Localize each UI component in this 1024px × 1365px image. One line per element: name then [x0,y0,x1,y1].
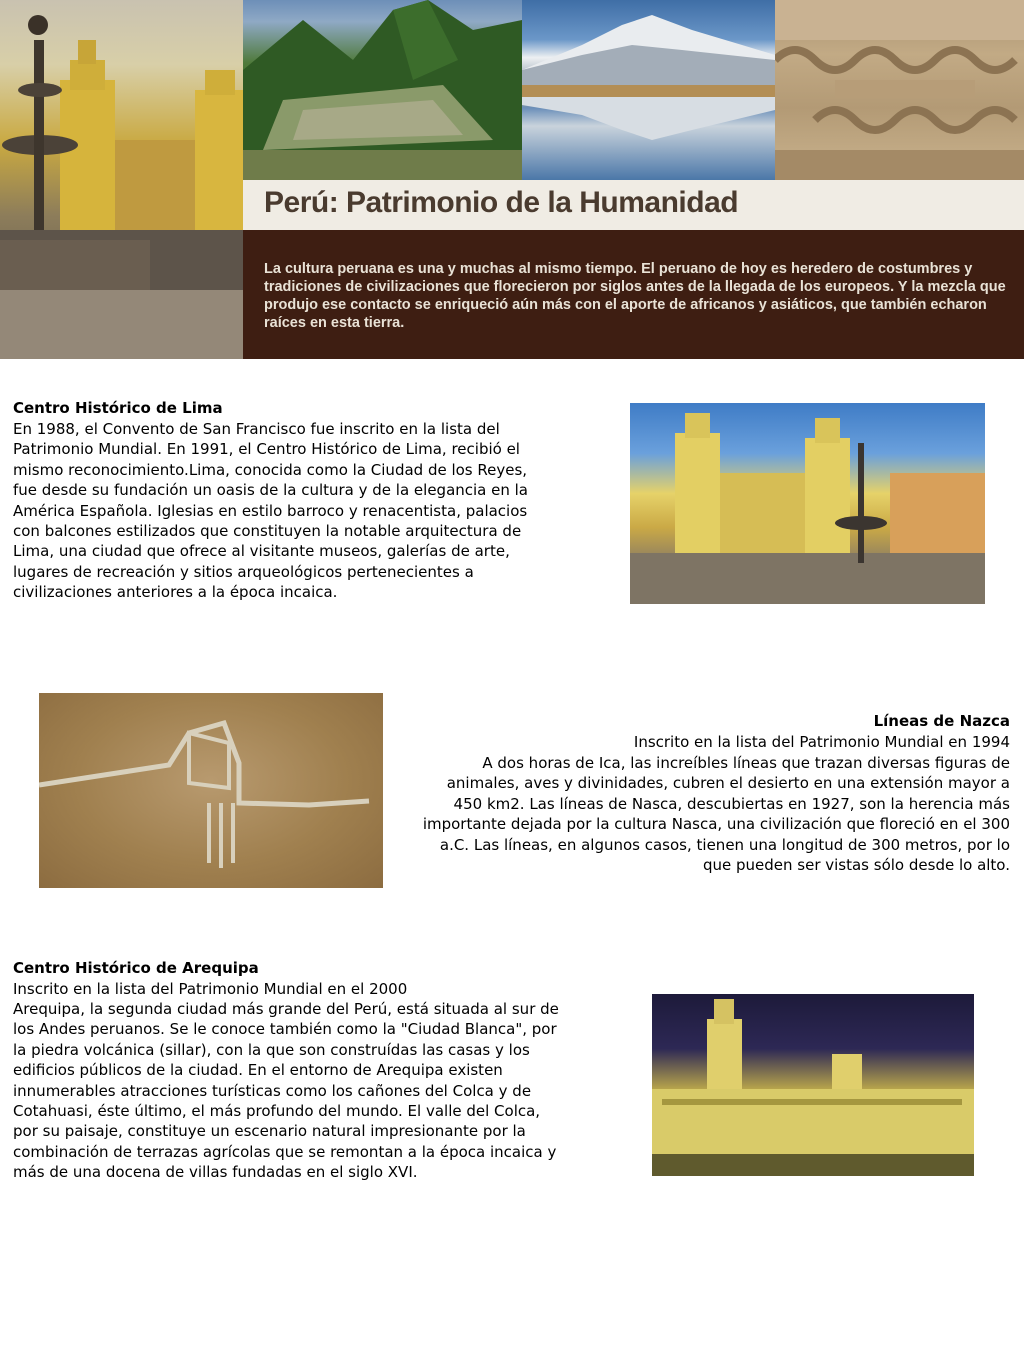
chan-chan-ruins-photo [775,0,1024,180]
lima-section-title: Centro Histórico de Lima [13,399,223,417]
nazca-section-subtitle: Inscrito en la lista del Patrimonio Mundial en 1994 [633,733,1010,751]
nazca-section-title: Líneas de Nazca [873,712,1010,730]
arequipa-cathedral-photo [652,994,974,1176]
lima-cathedral-photo [630,403,985,604]
lima-plaza-photo [0,0,243,359]
header-banner [0,0,1024,359]
banner-intro-text: La cultura peruana es una y muchas al mismo tiempo. El peruano de hoy es heredero de costumbres y tradiciones de civilizaciones que florecieron por siglos antes de la llegada de los europeos. Y la mezcla que produjo ese contacto se enriqueció aún más con el aporte de africanos y asiáticos, que también echaron raíces en esta tierra. [264,261,1006,331]
arequipa-section-subtitle: Inscrito en la lista del Patrimonio Mundial en el 2000 [13,980,408,998]
nazca-lines-photo [39,693,383,888]
machu-picchu-photo [243,0,522,180]
arequipa-section-title: Centro Histórico de Arequipa [13,959,259,977]
banner-title: Perú: Patrimonio de la Humanidad [264,186,739,219]
mountain-lake-photo [522,0,775,180]
nazca-section-text: A dos horas de Ica, las increíbles líneas que trazan diversas figuras de animales, aves y divinidades, cubren el desierto en una extensión mayor a 450 km2. Las líneas de Nasca, descubiertas en 1927, son la herencia más importante dejada por la cultura Nasca, una civilización que floreció en el 300 a.C. Las líneas, en algunos casos, tienen una longitud de 300 metros, por lo que pueden ser vistas sólo desde lo alto. [422,754,1010,875]
arequipa-section-text: Arequipa, la segunda ciudad más grande del Perú, está situada al sur de los Andes peruanos. Se le conoce también como la "Ciudad Blanca", por la piedra volcánica (sillar), con la que son construídas las casas y los edificios públicos de la ciudad. En el entorno de Arequipa existen innumerables atracciones turísticas como los cañones del Colca y de Cotahuasi, éste último, el más profundo del mundo. El valle del Colca, por su paisaje, constituye un escenario natural impresionante por la combinación de terrazas agrícolas que se remontan a la época incaica y más de una docena de villas fundadas en el siglo XVI. [13,1000,559,1182]
lima-section-text: En 1988, el Convento de San Francisco fue inscrito en la lista del Patrimonio Mundial. En 1991, el Centro Histórico de Lima, recibió el mismo reconocimiento.Lima, conocida como la Ciudad de los Reyes, fue desde su fundación un oasis de la cultura y de la elegancia en la América Española. Iglesias en estilo barroco y renacentista, palacios con balcones estilizados que constituyen la notable arquitectura de Lima, una ciudad que ofrece al visitante museos, galerías de arte, lugares de recreación y sitios arqueológicos pertenecientes a civilizaciones anteriores a la época incaica. [13,420,529,602]
